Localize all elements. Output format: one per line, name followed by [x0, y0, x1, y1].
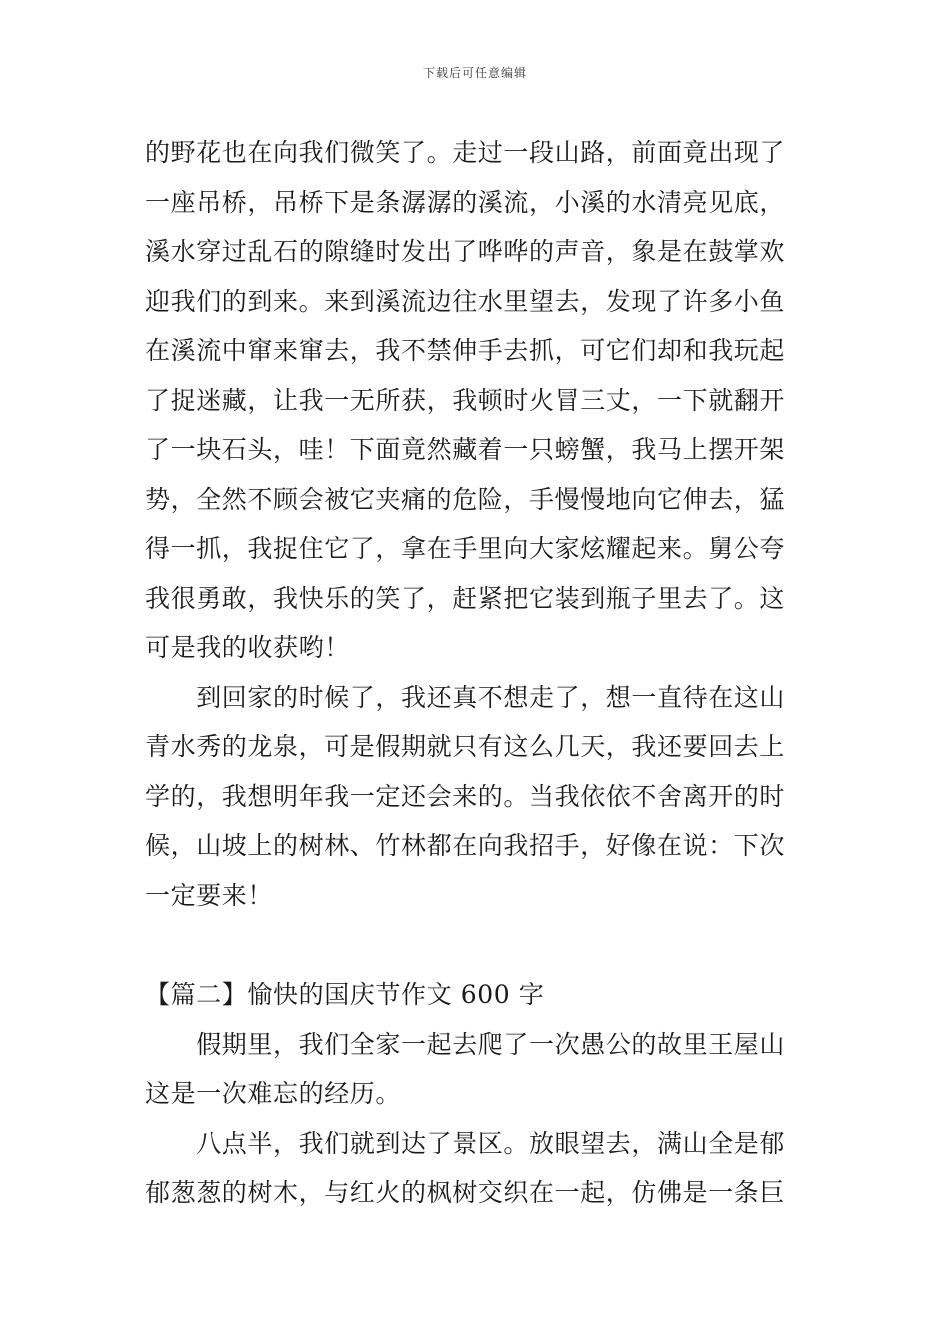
text-line: 迎我们的到来。来到溪流边往水里望去，发现了许多小鱼	[145, 286, 786, 316]
text-line: 一座吊桥，吊桥下是条潺潺的溪流，小溪的水清亮见底，	[145, 187, 786, 217]
text-line: 学的，我想明年我一定还会来的。当我依依不舍离开的时	[145, 781, 786, 811]
section-heading: 【篇二】愉快的国庆节作文 600 字	[145, 980, 545, 1009]
text-line: 了捉迷藏，让我一无所获，我顿时火冒三丈，一下就翻开	[145, 385, 786, 415]
text-line: 了一块石头，哇！下面竟然藏着一只螃蟹，我马上摆开架	[145, 435, 786, 464]
text-line: 势，全然不顾会被它夹痛的危险，手慢慢地向它伸去，猛	[145, 484, 786, 514]
text-line: 的野花也在向我们微笑了。走过一段山路，前面竟出现了	[145, 138, 786, 167]
text-line: 溪水穿过乱石的隙缝时发出了哗哗的声音，象是在鼓掌欢	[145, 237, 786, 266]
document-body	[145, 128, 810, 1218]
text-line: 到回家的时候了，我还真不想走了，想一直待在这山	[145, 682, 786, 712]
text-line: 假期里，我们全家一起去爬了一次愚公的故里王屋山	[145, 1029, 786, 1059]
page-header: 下载后可任意编辑	[422, 66, 527, 80]
text-line: 郁葱葱的树木，与红火的枫树交织在一起，仿佛是一条巨	[145, 1178, 786, 1207]
text-line: 一定要来！	[145, 880, 274, 910]
text-line: 这是一次难忘的经历。	[145, 1079, 402, 1108]
text-line: 我很勇敢，我快乐的笑了，赶紧把它装到瓶子里去了。这	[145, 583, 786, 613]
text-line: 青水秀的龙泉，可是假期就只有这么几天，我还要回去上	[145, 732, 786, 761]
text-line: 可是我的收获哟！	[145, 633, 350, 662]
section-gap	[145, 920, 810, 970]
text-line: 候，山坡上的树林、竹林都在向我招手，好像在说：下次	[145, 831, 786, 860]
text-line: 在溪流中窜来窜去，我不禁伸手去抓，可它们却和我玩起	[145, 336, 786, 365]
text-line: 八点半，我们就到达了景区。放眼望去，满山全是郁	[145, 1128, 786, 1158]
text-line: 得一抓，我捉住它了，拿在手里向大家炫耀起来。舅公夸	[145, 534, 786, 563]
